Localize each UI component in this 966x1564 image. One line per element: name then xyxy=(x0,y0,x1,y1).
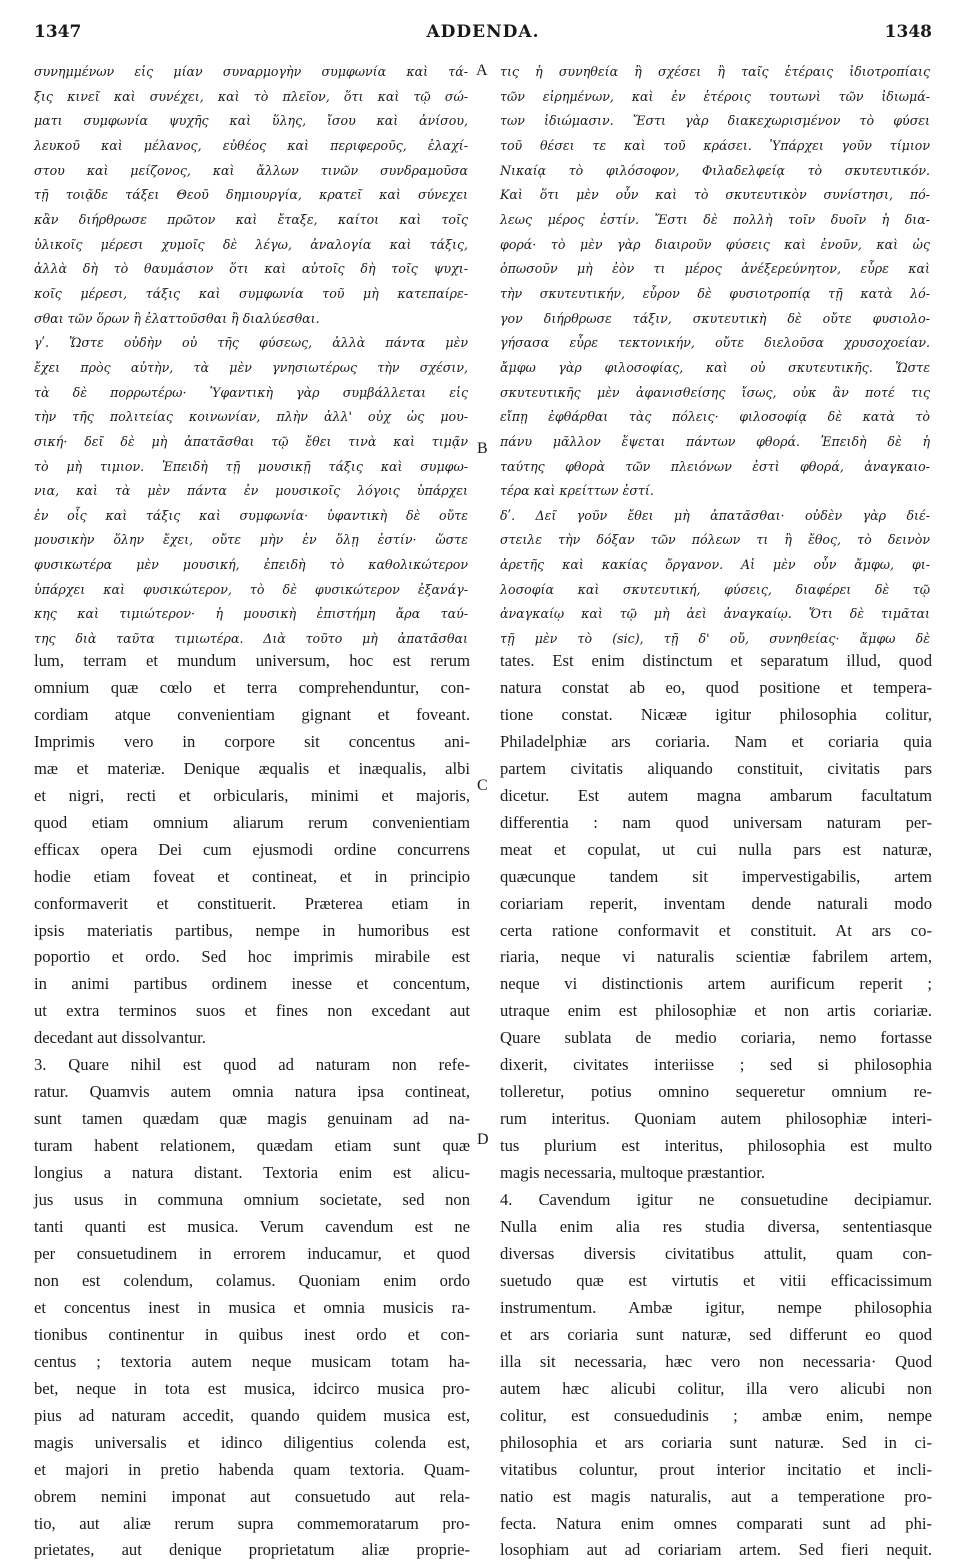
text-line: bet, neque in tota est musica, idcirco musica pro- xyxy=(34,1378,470,1398)
text-line: illa sit necessaria, hæc vero non necessaria· Quod xyxy=(500,1351,932,1371)
text-line: ἀρετῆς καὶ κακίας ὄργανον. Αἱ μὲν οὖν ἄμφω, φι- xyxy=(500,557,930,573)
text-line: τέρα καὶ κρείττων ἐστί. xyxy=(500,483,654,499)
text-line: losophiam aut ad coriariam artem. Sed fieri nequit. xyxy=(500,1540,932,1560)
text-line: ματι συμφωνία ψυχῆς καὶ ὕλης, ἴσου καὶ ἀνίσου, xyxy=(34,113,468,129)
text-line: Καὶ ὅτι μὲν οὖν καὶ τὸ σκυτευτικὸν συνίστησι, πό- xyxy=(500,187,930,203)
text-line: decedant aut dissolvantur. xyxy=(34,1028,206,1048)
text-line: στειλε τὴν δόξαν τῶν πόλεων τι ἢ ἔθος, τὸ δεινὸν xyxy=(500,532,930,548)
greek-column-left xyxy=(34,60,468,647)
page-number-right: 1348 xyxy=(884,22,932,42)
text-line: poportio et ordo. Sed hoc imprimis mirabile est xyxy=(34,947,470,967)
text-line: τὴν σκυτευτικήν, εὗρον δὲ φυσιοτροπίᾳ τῇ κατὰ λό- xyxy=(500,285,930,301)
text-line: τὸ μὴ τιμιον. Ἐπειδὴ τῇ μουσικῇ τάξις καὶ συμφω- xyxy=(34,458,468,474)
text-line: natio est magis naturalis, aut a temperatione pro- xyxy=(500,1486,932,1506)
text-line: γον διήρθρωσε τάξιν, σκυτευτικὴ δὲ οὔτε φυσιολο- xyxy=(500,310,930,326)
text-line: φυσικωτέρα μὲν μουσική, ἐπειδὴ τὸ καθολικώτερον xyxy=(34,557,468,573)
text-line: quæcunque tandem sit impervestigabilis, artem xyxy=(500,866,932,886)
margin-marker-c: C xyxy=(477,777,488,794)
text-line: κἂν διήρθρωσε πρῶτον καὶ ἔταξε, καίτοι καὶ τοῖς xyxy=(34,211,468,227)
latin-column-right xyxy=(500,648,932,1560)
text-line: tione constat. Nicææ igitur philosophia colitur, xyxy=(500,704,932,724)
text-line: rum interitus. Quoniam autem philosophiæ interi- xyxy=(500,1109,932,1129)
text-line: ratur. Quamvis autem omnia natura ipsa contineat, xyxy=(34,1082,470,1102)
text-line: τὰ δὲ πορρωτέρω· Ὑφαντικὴ γὰρ συμβάλλεται εἰς xyxy=(34,384,468,400)
text-line: et ars coriaria sunt naturæ, sed differunt eo quod xyxy=(500,1324,932,1344)
text-line: tates. Est enim distinctum et separatum illud, quod xyxy=(500,651,932,670)
text-line: dicetur. Est autem magna ambarum facultatum xyxy=(500,785,932,805)
text-line: et majori in pretio habenda quam textoria. Quam- xyxy=(34,1459,470,1479)
text-line: 4. Cavendum igitur ne consuetudine decipiamur. xyxy=(500,1190,932,1210)
text-line: et nigri, recti et orbicularis, minimi et majoris, xyxy=(34,785,470,805)
text-line: λεως μέρος ἐστίν. Ἔστι δὲ πολλὴ τοῖν δυοῖν ἡ δια- xyxy=(500,211,930,227)
margin-marker-d: D xyxy=(477,1131,489,1148)
text-line: μουσικὴν ὅλην ἔχει, οὔτε μὴν ἐν ὅλῃ ἐστίν· ὥστε xyxy=(34,532,468,548)
text-line: της διὰ ταῦτα τιμιωτέρα. Διὰ τοῦτο μὴ ἀπατᾶσθαι xyxy=(34,631,468,647)
text-line: natura constat ab eo, quod positione et tempera- xyxy=(500,677,932,697)
text-line: non est colendum, colamus. Quoniam enim ordo xyxy=(34,1270,470,1290)
text-line: colitur, est consuedudinis ; ambæ enim, nempe xyxy=(500,1405,932,1425)
text-line: jus usus in communa omnium societate, sed non xyxy=(34,1190,470,1210)
text-line: ἄμφω γὰρ φιλοσοφίας, καὶ οὐ σκυτευτικῆς. Ὥστε xyxy=(500,359,930,375)
text-line: ipsis materiatis partibus, nempe in humoribus est xyxy=(34,920,470,940)
text-line: coriariam reperit, inventam dende naturali modo xyxy=(500,893,932,913)
text-line: prietates, aut denique proprietatum aliæ proprie- xyxy=(34,1540,470,1560)
text-line: συνημμένων εἰς μίαν συναρμογὴν συμφωνία καὶ τά- xyxy=(34,64,468,79)
text-line: σθαι τῶν ὅρων ἢ ἐλαττοῦσθαι ἢ διαλύεσθαι. xyxy=(34,310,320,326)
text-line: ἀναγκαίῳ καὶ τῷ μὴ ἀεὶ ἀναγκαίῳ. Ὅτι δὲ τιμᾶται xyxy=(500,606,930,622)
latin-column-left xyxy=(34,648,470,1560)
greek-column-right xyxy=(500,60,930,647)
text-line: ὑλικοῖς μέρεσι χυμοῖς δὲ λέγω, ἀναλογία καὶ τάξις, xyxy=(34,236,468,252)
text-line: in animi partibus ordinem inesse et concentum, xyxy=(34,974,470,994)
text-line: mæ et materiæ. Denique æqualis et inæqualis, albi xyxy=(34,758,470,778)
text-line: magis universalis et idinco diligentius colenda est, xyxy=(34,1432,470,1452)
page-header xyxy=(34,22,932,52)
text-line: ut extra terminos suos et fines non excedant aut xyxy=(34,1001,470,1021)
text-line: magis necessaria, multoque præstantior. xyxy=(500,1163,765,1183)
text-line: φορά· τὸ μὲν γὰρ διαιροῦν φύσεις καὶ ἑνοῦν, καὶ ὡς xyxy=(500,236,930,252)
text-line: ἔχει πρὸς αὐτὴν, τὰ μὲν γνησιωτέρως τὴν σχέσιν, xyxy=(34,359,468,375)
text-line: tolleretur, potius omnino sequeretur omnium re- xyxy=(500,1082,932,1102)
text-line: autem hæc alicubi colitur, illa vero alicubi non xyxy=(500,1378,932,1398)
text-line: efficax opera Dei cum ejusmodi ordine concurrens xyxy=(34,839,470,859)
text-line: turam habent relationem, quædam etiam sunt quæ xyxy=(34,1136,470,1156)
text-line: τοῦ θέσει τε καὶ τοῦ κράσει. Ὑπάρχει γοῦν τίμιον xyxy=(500,137,930,153)
text-line: Nulla enim alia res studia diversa, sententiasque xyxy=(500,1217,932,1237)
text-line: pius ad naturam accedit, quando quidem musica est, xyxy=(34,1405,470,1425)
text-line: εἴπῃ ἐφθάρθαι τὰς πόλεις· φιλοσοφίᾳ δὲ κατὰ τὸ xyxy=(500,409,930,425)
text-line: partem civitatis aliquando constituit, civitatis pars xyxy=(500,758,932,778)
text-line: ξις κινεῖ καὶ συνέχει, καὶ τὸ πλεῖον, ὅτι καὶ τῷ σώ- xyxy=(34,88,468,104)
text-line: λοσοφία καὶ σκυτευτική, φύσεις, διαφέρει δὲ τῷ xyxy=(500,581,930,597)
text-line: tionibus continentur in quibus inest ordo et con- xyxy=(34,1324,470,1344)
text-line: certa ratione conformavit et constituit. At ars co- xyxy=(500,920,932,940)
text-line: γήσασα εὗρε τεκτονικήν, οὔτε διελοῦσα χρυσοχοείαν. xyxy=(500,335,930,351)
text-line: σική· δεῖ δὲ μὴ ἀπατᾶσθαι τῷ ἔθει τινὰ καὶ τιμᾷν xyxy=(34,433,468,449)
text-line: suetudo quæ est virtutis et vitii efficacissimum xyxy=(500,1270,932,1290)
text-line: utraque enim est philosophiæ et non artis coriariæ. xyxy=(500,1001,932,1021)
text-line: Quare sublata de medio coriaria, nemo fortasse xyxy=(500,1028,932,1048)
margin-marker-a: A xyxy=(476,62,488,79)
text-line: dixerit, civitates interiisse ; sed si philosophia xyxy=(500,1055,932,1075)
text-line: κοῖς μέρεσι, τάξις καὶ συμφωνία τοῦ μὴ κατεπαίρε- xyxy=(34,285,468,301)
text-line: των ἰδιώμασιν. Ἔστι γὰρ διακεχωρισμένον τὸ φύσει xyxy=(500,113,930,129)
text-line: tus plurium est interitus, philosophia est multo xyxy=(500,1136,932,1156)
text-line: conformaverit et constituerit. Præterea etiam in xyxy=(34,893,470,913)
text-line: στου καὶ μείζονος, καὶ ἄλλων τινῶν συνδραμοῦσα xyxy=(34,162,468,178)
text-line: tanti quanti est musica. Verum cavendum est ne xyxy=(34,1217,470,1237)
text-line: τὴν τῆς πολιτείας κοινωνίαν, πλὴν ἀλλ' οὐχ ὡς μου- xyxy=(34,409,468,425)
text-line: omnium quæ cœlo et terra comprehenduntur, con- xyxy=(34,677,470,697)
text-line: τῇ μὲν τὸ (sic), τῇ δ' οὔ, συνηθείας· ἄμφω δὲ xyxy=(500,631,930,647)
text-line: σκυτευτικῆς μὲν ἀφανισθείσης ἴσως, οὐκ ἂν ποτέ τις xyxy=(500,384,930,400)
text-line: τις ἡ συνηθεία ἢ σχέσει ἢ ταῖς ἑτέραις ἰδιοτροπίαις xyxy=(500,64,930,79)
text-line: λευκοῦ καὶ μέλανος, εὐθέος καὶ περιφεροῦς, ἐλαχί- xyxy=(34,137,468,153)
text-line: instrumentum. Ambæ igitur, nempe philosophia xyxy=(500,1297,932,1317)
text-line: νια, καὶ τὰ μὲν πάντα ἐν μουσικοῖς λόγοις ὑπάρχει xyxy=(34,483,468,499)
text-line: neque vi distinctionis artem aurificum reperit ; xyxy=(500,974,932,994)
text-line: differentia : nam quod universam naturam per- xyxy=(500,812,932,832)
text-line: diversas diversis civitatibus attulit, quam con- xyxy=(500,1243,932,1263)
text-line: meat et copulat, ut cui nulla pars est naturæ, xyxy=(500,839,932,859)
text-line: Imprimis vero in corpore sit concentus ani- xyxy=(34,731,470,751)
text-line: quod etiam omnium aliarum rerum convenientiam xyxy=(34,812,470,832)
text-line: 3. Quare nihil est quod ad naturam non refe- xyxy=(34,1055,470,1075)
text-line: tio, aut aliæ rerum supra commemoratarum pro- xyxy=(34,1513,470,1533)
text-line: ἐν οἷς καὶ τάξις καὶ συμφωνία· ὑφαντικὴ δὲ οὔτε xyxy=(34,507,468,523)
text-line: γʹ. Ὥστε οὐδὴν οὐ τῆς φύσεως, ἀλλὰ πάντα μὲν xyxy=(34,335,468,351)
text-line: cordiam atque convenientiam gignant et foveant. xyxy=(34,704,470,724)
text-line: Philadelphiæ ars coriaria. Nam et coriaria quia xyxy=(500,731,932,751)
text-line: vitatibus coluntur, prout interior incitatio et incli- xyxy=(500,1459,932,1479)
margin-marker-b: B xyxy=(477,440,488,457)
text-line: ὁπωσοῦν μὴ ἐὸν τι μέρος ἀνέξερεύνητον, εὗρε καὶ xyxy=(500,261,930,277)
text-line: Νικαίᾳ τὸ φιλόσοφον, Φιλαδελφείᾳ τὸ σκυτευτικόν. xyxy=(500,162,930,178)
text-line: sunt tamen quædam quæ magis genuinam ad na- xyxy=(34,1109,470,1129)
text-line: κης καὶ τιμιώτερον· ἡ μουσικὴ ἐπιστήμη ἄρα ταύ- xyxy=(34,606,468,622)
text-line: riaria, neque vi naturalis scientiæ fabrilem artem, xyxy=(500,947,932,967)
text-line: per consuetudinem in errorem inducamur, et quod xyxy=(34,1243,470,1263)
text-line: philosophia et ars coriaria sunt naturæ. Sed in ci- xyxy=(500,1432,932,1452)
text-line: ταύτης φθορὰ τῶν πλειόνων ἐστὶ φθορά, ἀναγκαιο- xyxy=(500,458,930,474)
text-line: centus ; textoria autem neque musicam totam ha- xyxy=(34,1351,470,1371)
text-line: πάνυ μᾶλλον ἕψεται πάντων φθορά. Ἐπειδὴ δὲ ἡ xyxy=(500,433,930,449)
text-line: obrem nemini imponat aut consuetudo aut rela- xyxy=(34,1486,470,1506)
text-line: hodie etiam foveat et contineat, et in principio xyxy=(34,866,470,886)
page-number-left: 1347 xyxy=(34,22,82,42)
text-line: τῶν εἰρημένων, καὶ ἐν ἑτέροις τουτωνὶ τῶν ἰδιωμά- xyxy=(500,88,930,104)
text-line: δʹ. Δεῖ γοῦν ἔθει μὴ ἀπατᾶσθαι· οὐδὲν γὰρ διέ- xyxy=(500,507,930,523)
text-line: fecta. Natura enim omnes comparati sunt ad phi- xyxy=(500,1513,932,1533)
running-title: ADDENDA. xyxy=(426,22,540,42)
text-line: τῇ τοιᾷδε τάξει Θεοῦ δημιουργία, κρατεῖ καὶ σύνεχει xyxy=(34,187,468,203)
text-line: et concentus inest in musica et omnia musicis ra- xyxy=(34,1297,470,1317)
text-line: ὑπάρχει καὶ φυσικώτερον, τὸ δὲ φυσικώτερον ἐξανάγ- xyxy=(34,581,468,597)
text-line: longius a natura distant. Textoria enim est alicu- xyxy=(34,1163,470,1183)
text-line: ἀλλὰ δὴ τὸ θαυμάσιον ὅτι καὶ αὐτοῖς δὴ τοῖς ψυχι- xyxy=(34,261,468,277)
text-line: lum, terram et mundum universum, hoc est rerum xyxy=(34,651,470,670)
